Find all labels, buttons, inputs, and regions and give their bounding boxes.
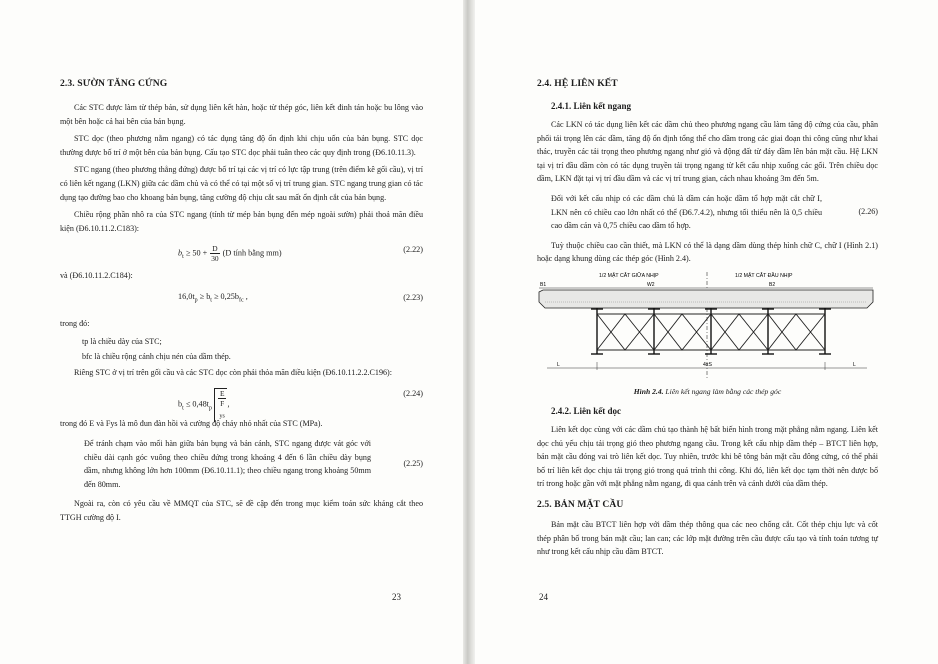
paragraph: STC dọc (theo phương nằm ngang) có tác dụng tăng độ ổn định khi chịu uốn của bản bụng. STC dọc thường được bố trí ở một bên của bản bụng. Cấu tạo STC dọc phải tuân theo các quy định trong (Đ6.10.11.3). [60, 134, 423, 157]
definition-item: tp là chiều dày của STC; [82, 336, 162, 346]
rule-2-25 [60, 437, 423, 491]
rule-text: Để tránh chạm vào mối hàn giữa bản bụng và bản cánh, STC ngang được vát góc với chiều dài cạnh góc vuông theo chiều đứng trong khoảng 4 đến 6 lần chiều dày bụng dầm, nhưng không lớn hơn 100mm (Đ6.10.11.1); theo chiều ngang trong khoảng 50mm đến 80mm. [84, 438, 371, 489]
definition-item: bfc là chiều rộng cánh chịu nén của dầm thép. [82, 352, 231, 362]
page-number: 24 [539, 592, 548, 602]
left-page [0, 0, 463, 664]
equation-number: (2.26) [858, 207, 878, 217]
dim-l-right: L [853, 361, 856, 368]
paragraph: trong đó E và Fys là mô đun đàn hồi và cường độ chảy nhỏ nhất của STC (MPa). [60, 419, 323, 429]
subsection-heading-2-4-1: 2.4.1. Liên kết ngang [551, 101, 632, 111]
equation-formula: $b_t \le 0,48t_p$ E F $_{ys}$ , [178, 389, 230, 420]
dim-b2: B2 [769, 281, 776, 288]
equation-number: (2.25) [403, 459, 423, 469]
dim-w2: W2 [647, 281, 655, 288]
figure-label-left: 1/2 MẶT CẮT GIỮA NHỊP [599, 272, 659, 279]
figure-caption: Hình 2.4. Liên kết ngang làm bằng các thép góc [633, 386, 782, 396]
equation-formula: $16,0t_p \ge b_t \ge 0,25b_{fc}$ , [178, 291, 248, 304]
paragraph: STC ngang (theo phương thẳng đứng) được bố trí tại các vị trí có lực tập trung (trên điểm kê gối cầu), vị trí có liên kết ngang (LKN) giữa các dầm chủ và có thể có tại một số vị trí trung gian. STC ngang trung gian có tác dụng tạo đường bao cho khoang bản bụng, tăng cường độ chịu cắt sau mất ổn định cắt của bản bụng. [60, 165, 423, 202]
equation-number: (2.24) [403, 389, 423, 399]
paragraph: Các STC được làm từ thép bản, sử dụng liên kết hàn, hoặc từ thép góc, liên kết đinh tán hoặc bu lông vào một bên hoặc cả hai bên của bản bụng. [60, 103, 423, 126]
equation-2-23 [60, 287, 423, 313]
section-heading-2-3: 2.3. SƯỜN TĂNG CỨNG [60, 78, 168, 89]
paragraph: Riêng STC ở vị trí trên gối cầu và các STC dọc còn phải thỏa mãn điều kiện (Đ6.10.11.2.2.C196): [74, 367, 392, 377]
paragraph: Liên kết dọc cùng với các dầm chủ tạo thành hệ bất biến hình trong mặt phẳng nằm ngang. Liên kết dọc chủ yếu chịu tải trọng gió theo phương ngang cầu. Trong kết cấu nhịp dầm thép – BTCT liên hợp, bản mặt cầu đóng vai trò liên kết dọc. Tuy nhiên, trước khi bê tông bản mặt cầu đông cứng, có thể phải bố trí liên kết dọc chịu tải trọng gió trong quá trình thi công. Khi đó, liên kết dọc tạm thời nên được bố trí trong hoặc gần với mặt phẳng nằm ngang, đi qua cánh trên và cánh dưới của dầm thép. [537, 424, 878, 489]
book-spine [463, 0, 475, 664]
dim-b1: B1 [540, 281, 547, 288]
section-heading-2-5: 2.5. BẢN MẶT CẦU [537, 498, 624, 510]
paragraph: Chiều rộng phần nhô ra của STC ngang (tính từ mép bản bụng đến mép ngoài sườn) phải thoả mãn điều kiện (Đ6.10.11.2.C183): [60, 210, 423, 233]
equation-number: (2.22) [403, 245, 423, 255]
subsection-heading-2-4-2: 2.4.2. Liên kết dọc [551, 405, 622, 416]
dim-l-left: L [557, 361, 560, 368]
figure-2-4 [537, 270, 878, 396]
equation-2-22 [60, 239, 423, 265]
equation-formula: $b_t \ge 50$ + $\frac{D}{30}$ (D tính bằng mm) [178, 244, 282, 264]
paragraph: và (Đ6.10.11.2.C184): [60, 271, 133, 281]
paragraph: trong đó: [60, 318, 90, 328]
rule-text: Đối với kết cấu nhịp có các dầm chủ là dầm cán hoặc dầm tổ hợp mặt cắt chữ I, LKN nên có chiều cao lớn nhất có thể (Đ6.7.4.2), nhưng tối thiểu nên là 0,5 chiều cao dầm cán và 0,75 chiều cao dầm tổ hợp. [551, 193, 822, 231]
rule-2-26 [537, 192, 878, 233]
equation-number: (2.23) [403, 292, 423, 302]
paragraph: Tuỳ thuộc chiều cao cần thiết, mà LKN có thể là dạng dầm dùng thép hình chữ C, chữ I (Hình 2.1) hoặc dạng khung dùng các thép góc (Hình 2.4). [537, 240, 878, 264]
figure-label-right: 1/2 MẶT CẮT ĐẦU NHỊP [735, 272, 793, 279]
paragraph: Các LKN có tác dụng liên kết các dầm chủ theo phương ngang cầu làm tăng độ cứng của cầu, phân phối tải trọng lên các dầm, tăng độ ổn định tổng thể cho dầm trong các giai đoạn thi công cũng như khai thác, truyền các tải trọng theo phương ngang như gió và động đất từ đáy dầm lên bản mặt cầu. Hệ LKN tại vị trí đầu dầm còn có tác dụng truyền tải trọng ngang từ kết cấu nhịp xuống các gối. Trên chiều dọc dầm, LKN đặt tại vị trí đầu dầm và các vị trí trung gian, cách nhau khoảng 3m đến 5m. [537, 120, 878, 184]
section-heading-2-4: 2.4. HỆ LIÊN KẾT [537, 78, 618, 89]
paragraph: Bản mặt cầu BTCT liên hợp với dầm thép thông qua các neo chống cắt. Cốt thép chịu lực và cốt thép phân bố trong bản mặt cầu; lan can; các lớp mặt đường trên cầu được cấu tạo và tính toán tương tự như trong kết cấu nhịp cầu dầm BTCT. [537, 519, 878, 557]
deck-slab [539, 290, 873, 308]
right-page [475, 0, 938, 664]
cross-bracing-diagram [537, 270, 878, 380]
paragraph: Ngoài ra, còn có yêu cầu về MMQT của STC, sẽ đề cập đến trong mục kiểm toán sức kháng cắt theo TTGH cường độ I. [60, 499, 423, 522]
page-number: 23 [392, 592, 401, 602]
equation-2-24 [60, 383, 423, 420]
dim-spacing: 4xS [703, 361, 712, 368]
